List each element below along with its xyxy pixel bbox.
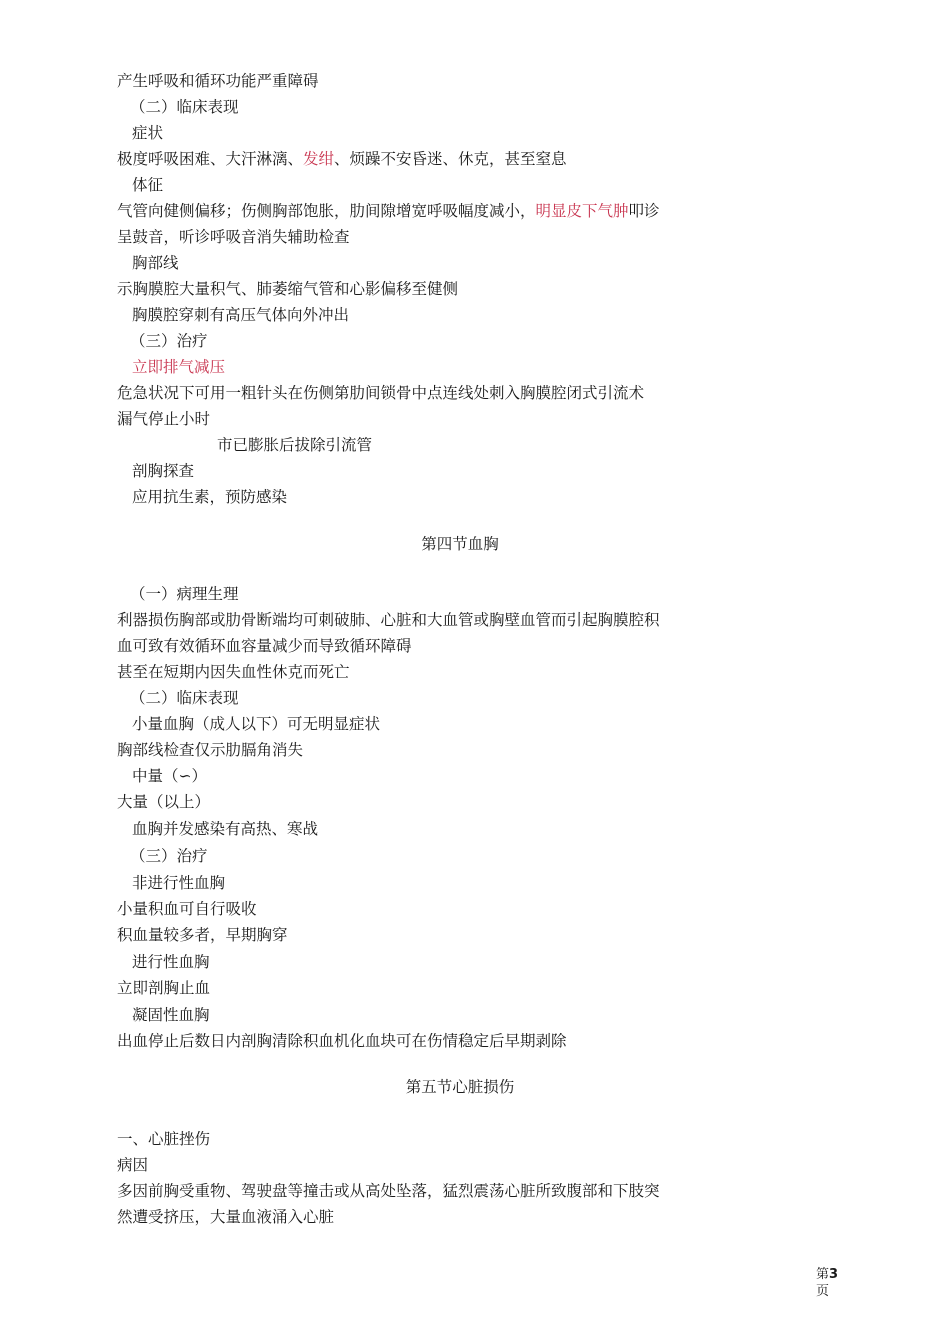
text-line: 多因前胸受重物、驾驶盘等撞击或从高处坠落，猛烈震荡心脏所致腹部和下肢突 bbox=[117, 1182, 660, 1200]
text-line: 利器损伤胸部或肋骨断端均可刺破肺、心脏和大血管或胸壁血管而引起胸膜腔积 bbox=[117, 611, 660, 629]
text-segment: 叩诊 bbox=[628, 202, 660, 220]
text-segment: 极度呼吸困难、大汗淋漓、 bbox=[117, 150, 304, 168]
text-line: 胸部线检查仅示肋膈角消失 bbox=[117, 741, 304, 759]
subheading: 症状 bbox=[132, 124, 164, 142]
text-line bbox=[117, 148, 567, 170]
text-line: 小量积血可自行吸收 bbox=[117, 900, 257, 918]
text-line: 甚至在短期内因失血性休克而死亡 bbox=[117, 663, 350, 681]
text-line: 呈鼓音，听诊呼吸音消失辅助检查 bbox=[117, 228, 350, 246]
text-line: 危急状况下可用一粗针头在伤侧第肋间锁骨中点连线处刺入胸膜腔闭式引流术 bbox=[117, 384, 645, 402]
page-number-prefix: 第 bbox=[816, 1267, 830, 1282]
text-segment: 、烦躁不安昏迷、休克，甚至窒息 bbox=[334, 150, 567, 168]
text-segment: 气管向健侧偏移；伤侧胸部饱胀，肋间隙增宽呼吸幅度减小， bbox=[117, 202, 536, 220]
subheading: （三）治疗 bbox=[130, 847, 208, 865]
text-line: 然遭受挤压，大量血液涌入心脏 bbox=[117, 1208, 335, 1226]
text-line bbox=[117, 200, 660, 222]
subheading: 凝固性血胸 bbox=[132, 1006, 210, 1024]
subheading: 胸部线 bbox=[132, 254, 179, 272]
text-line: 大量（以上） bbox=[117, 793, 211, 811]
page-number-suffix: 页 bbox=[816, 1284, 830, 1299]
subheading: 非进行性血胸 bbox=[132, 874, 226, 892]
subheading: （三）治疗 bbox=[130, 332, 208, 350]
text-line: 血可致有效循环血容量减少而导致循环障碍 bbox=[117, 637, 412, 655]
highlighted-term: 明显皮下气肿 bbox=[535, 202, 629, 220]
text-line: 应用抗生素，预防感染 bbox=[132, 488, 288, 506]
subheading: （二）临床表现 bbox=[130, 98, 239, 116]
subheading: 一、心脏挫伤 bbox=[117, 1130, 211, 1148]
section-heading: 第四节血胸 bbox=[421, 535, 499, 553]
text-line: 病因 bbox=[117, 1156, 149, 1174]
text-line: 示胸膜腔大量积气、肺萎缩气管和心影偏移至健侧 bbox=[117, 280, 459, 298]
text-line: 血胸并发感染有高热、寒战 bbox=[132, 820, 319, 838]
page-number bbox=[816, 1266, 838, 1300]
text-line: 漏气停止小时 bbox=[117, 410, 211, 428]
text-line: 小量血胸（成人以下）可无明显症状 bbox=[132, 715, 381, 733]
text-line: 胸膜腔穿刺有高压气体向外冲出 bbox=[132, 306, 350, 324]
text-line: 剖胸探查 bbox=[132, 462, 195, 480]
subheading: （一）病理生理 bbox=[130, 585, 239, 603]
text-line: 出血停止后数日内剖胸清除积血机化血块可在伤情稳定后早期剥除 bbox=[117, 1032, 567, 1050]
subheading: 进行性血胸 bbox=[132, 953, 210, 971]
page-number-value: 3 bbox=[829, 1267, 839, 1282]
text-line: 立即剖胸止血 bbox=[117, 979, 211, 997]
text-line: 市已膨胀后拔除引流管 bbox=[217, 436, 373, 454]
subheading: 体征 bbox=[132, 176, 164, 194]
text-line: 产生呼吸和循环功能严重障碍 bbox=[117, 72, 319, 90]
text-line: 中量（∽） bbox=[132, 767, 207, 785]
highlighted-term: 立即排气减压 bbox=[132, 358, 226, 376]
text-line: 积血量较多者，早期胸穿 bbox=[117, 926, 288, 944]
subheading: （二）临床表现 bbox=[130, 689, 239, 707]
highlighted-term: 发绀 bbox=[303, 150, 335, 168]
section-heading: 第五节心脏损伤 bbox=[405, 1078, 515, 1096]
